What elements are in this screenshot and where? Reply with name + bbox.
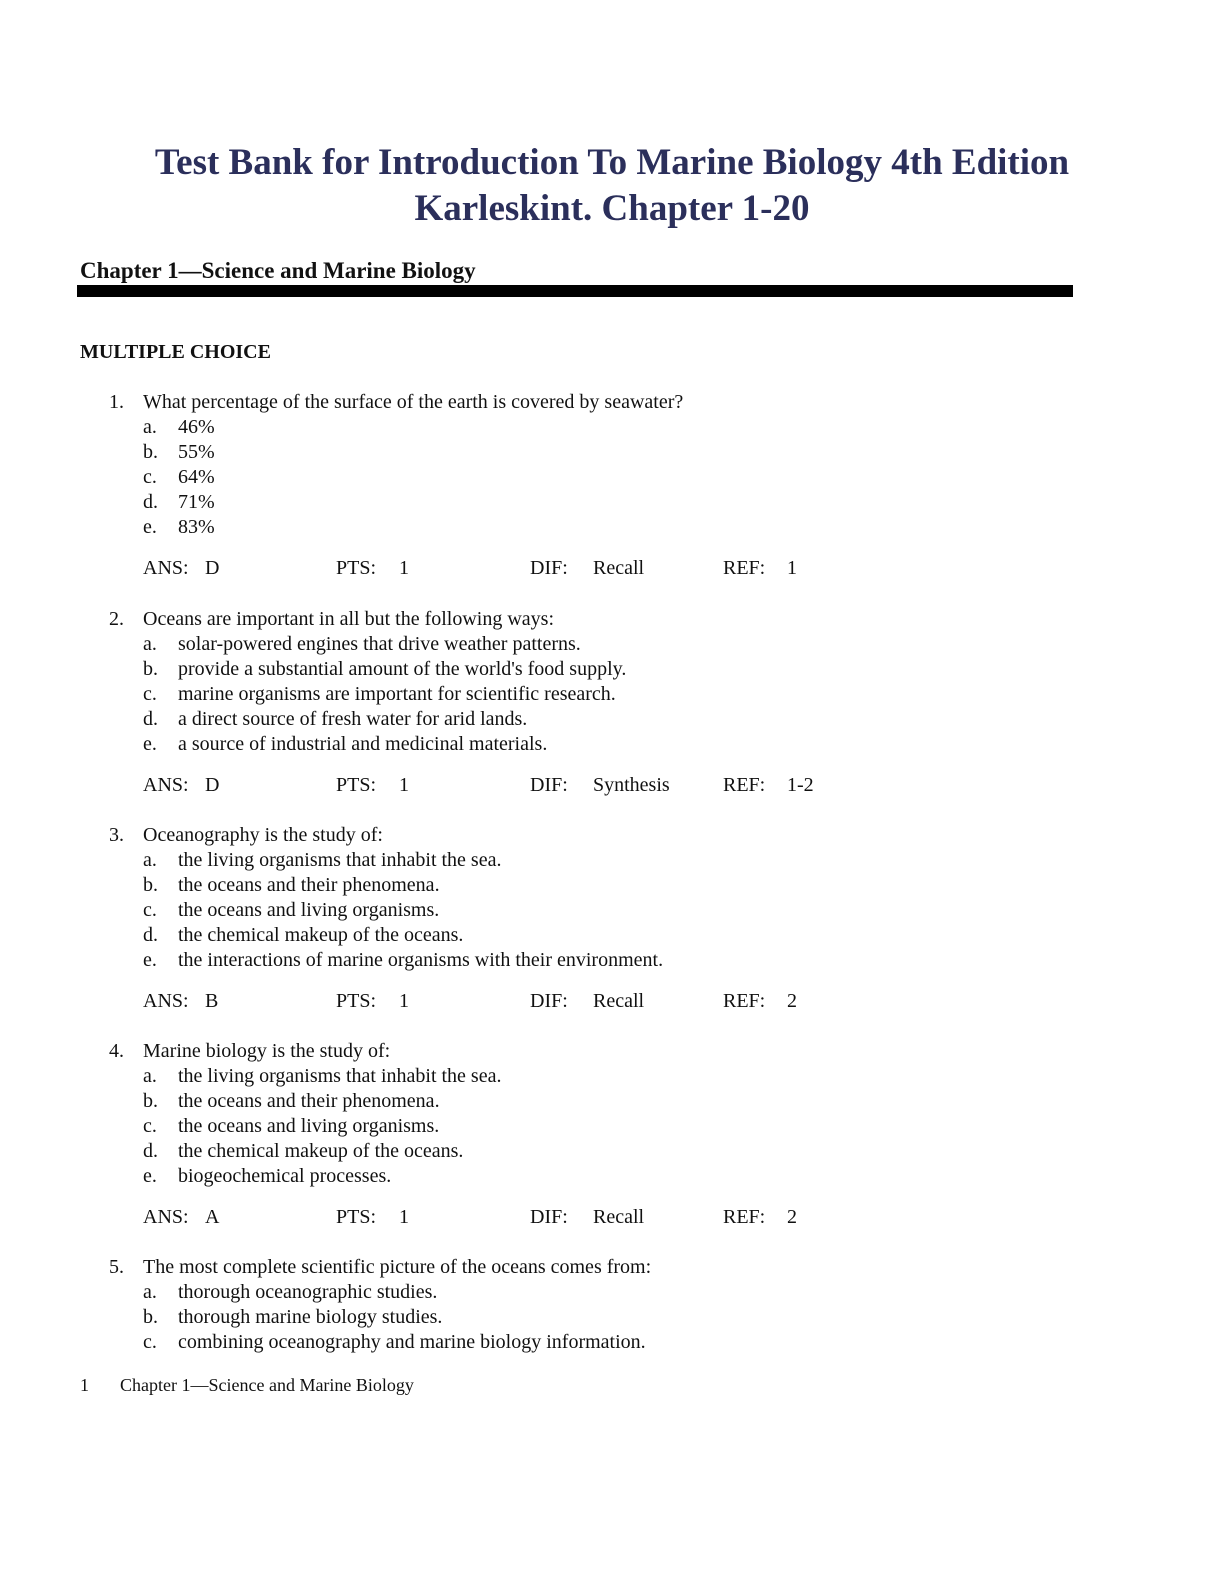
- pts-value: 1: [399, 990, 409, 1012]
- ref-label: REF:: [723, 557, 766, 579]
- ref-value: 1: [787, 557, 797, 579]
- pts-label: PTS:: [336, 1206, 377, 1228]
- question-text: Oceanography is the study of:: [143, 824, 383, 846]
- option-letter: a.: [143, 849, 157, 871]
- option-text: thorough marine biology studies.: [178, 1306, 443, 1328]
- page-number: 1: [80, 1375, 89, 1395]
- question-text: Oceans are important in all but the following ways:: [143, 608, 555, 630]
- option-letter: d.: [143, 491, 158, 513]
- option-text: thorough oceanographic studies.: [178, 1281, 438, 1303]
- question-number: 3.: [109, 824, 124, 846]
- option-text: the living organisms that inhabit the sea.: [178, 1065, 502, 1087]
- ans-label: ANS:: [143, 557, 189, 579]
- option-text: the living organisms that inhabit the sea.: [178, 849, 502, 871]
- pts-label: PTS:: [336, 774, 377, 796]
- option-letter: e.: [143, 516, 157, 538]
- option-text: the chemical makeup of the oceans.: [178, 924, 464, 946]
- ref-label: REF:: [723, 1206, 766, 1228]
- option-letter: c.: [143, 1331, 157, 1353]
- option-text: the oceans and their phenomena.: [178, 874, 440, 896]
- dif-label: DIF:: [530, 774, 568, 796]
- dif-value: Recall: [593, 1206, 645, 1228]
- heading-rule: [77, 285, 1073, 297]
- ans-label: ANS:: [143, 1206, 189, 1228]
- ref-value: 2: [787, 1206, 797, 1228]
- ans-label: ANS:: [143, 774, 189, 796]
- option-text: 83%: [178, 516, 215, 538]
- dif-value: Synthesis: [593, 774, 670, 796]
- ans-value: D: [205, 557, 220, 579]
- pts-label: PTS:: [336, 557, 377, 579]
- ans-value: A: [205, 1206, 220, 1228]
- option-text: the oceans and living organisms.: [178, 899, 440, 921]
- option-letter: a.: [143, 1065, 157, 1087]
- option-text: the chemical makeup of the oceans.: [178, 1140, 464, 1162]
- question-number: 2.: [109, 608, 124, 630]
- ref-value: 2: [787, 990, 797, 1012]
- dif-label: DIF:: [530, 1206, 568, 1228]
- ans-value: B: [205, 990, 219, 1012]
- option-letter: d.: [143, 924, 158, 946]
- option-text: a direct source of fresh water for arid lands.: [178, 708, 528, 730]
- ref-label: REF:: [723, 990, 766, 1012]
- ref-label: REF:: [723, 774, 766, 796]
- option-letter: a.: [143, 416, 157, 438]
- option-letter: d.: [143, 1140, 158, 1162]
- option-letter: e.: [143, 733, 157, 755]
- dif-label: DIF:: [530, 557, 568, 579]
- document-title-line-1: Test Bank for Introduction To Marine Biology 4th Edition: [154, 142, 1070, 183]
- option-text: solar-powered engines that drive weather patterns.: [178, 633, 581, 655]
- option-text: biogeochemical processes.: [178, 1165, 392, 1187]
- option-letter: b.: [143, 1306, 158, 1328]
- option-text: the oceans and their phenomena.: [178, 1090, 440, 1112]
- option-letter: b.: [143, 441, 158, 463]
- option-letter: b.: [143, 874, 158, 896]
- chapter-heading: Chapter 1—Science and Marine Biology: [80, 258, 476, 283]
- option-letter: e.: [143, 949, 157, 971]
- option-letter: c.: [143, 466, 157, 488]
- ans-label: ANS:: [143, 990, 189, 1012]
- option-letter: c.: [143, 1115, 157, 1137]
- option-letter: c.: [143, 683, 157, 705]
- option-text: 64%: [178, 466, 215, 488]
- option-letter: c.: [143, 899, 157, 921]
- option-text: the oceans and living organisms.: [178, 1115, 440, 1137]
- dif-label: DIF:: [530, 990, 568, 1012]
- option-letter: a.: [143, 1281, 157, 1303]
- ref-value: 1-2: [787, 774, 814, 796]
- option-text: 46%: [178, 416, 215, 438]
- question-number: 5.: [109, 1256, 124, 1278]
- question-number: 1.: [109, 391, 124, 413]
- option-text: combining oceanography and marine biology information.: [178, 1331, 646, 1353]
- pts-value: 1: [399, 774, 409, 796]
- document-title-line-2: Karleskint. Chapter 1-20: [414, 188, 810, 229]
- question-text: What percentage of the surface of the earth is covered by seawater?: [143, 391, 684, 413]
- option-letter: b.: [143, 658, 158, 680]
- document-title: [0, 140, 1224, 232]
- option-text: a source of industrial and medicinal materials.: [178, 733, 548, 755]
- section-heading: MULTIPLE CHOICE: [80, 341, 271, 363]
- pts-value: 1: [399, 557, 409, 579]
- option-text: 71%: [178, 491, 215, 513]
- option-letter: a.: [143, 633, 157, 655]
- pts-label: PTS:: [336, 990, 377, 1012]
- option-letter: e.: [143, 1165, 157, 1187]
- question-text: The most complete scientific picture of the oceans comes from:: [143, 1256, 652, 1278]
- pts-value: 1: [399, 1206, 409, 1228]
- option-text: the interactions of marine organisms with their environment.: [178, 949, 664, 971]
- option-text: marine organisms are important for scientific research.: [178, 683, 616, 705]
- dif-value: Recall: [593, 557, 645, 579]
- option-letter: b.: [143, 1090, 158, 1112]
- dif-value: Recall: [593, 990, 645, 1012]
- option-letter: d.: [143, 708, 158, 730]
- question-text: Marine biology is the study of:: [143, 1040, 391, 1062]
- option-text: 55%: [178, 441, 215, 463]
- footer-chapter-title: Chapter 1—Science and Marine Biology: [120, 1375, 414, 1395]
- ans-value: D: [205, 774, 220, 796]
- question-number: 4.: [109, 1040, 124, 1062]
- option-text: provide a substantial amount of the world's food supply.: [178, 658, 627, 680]
